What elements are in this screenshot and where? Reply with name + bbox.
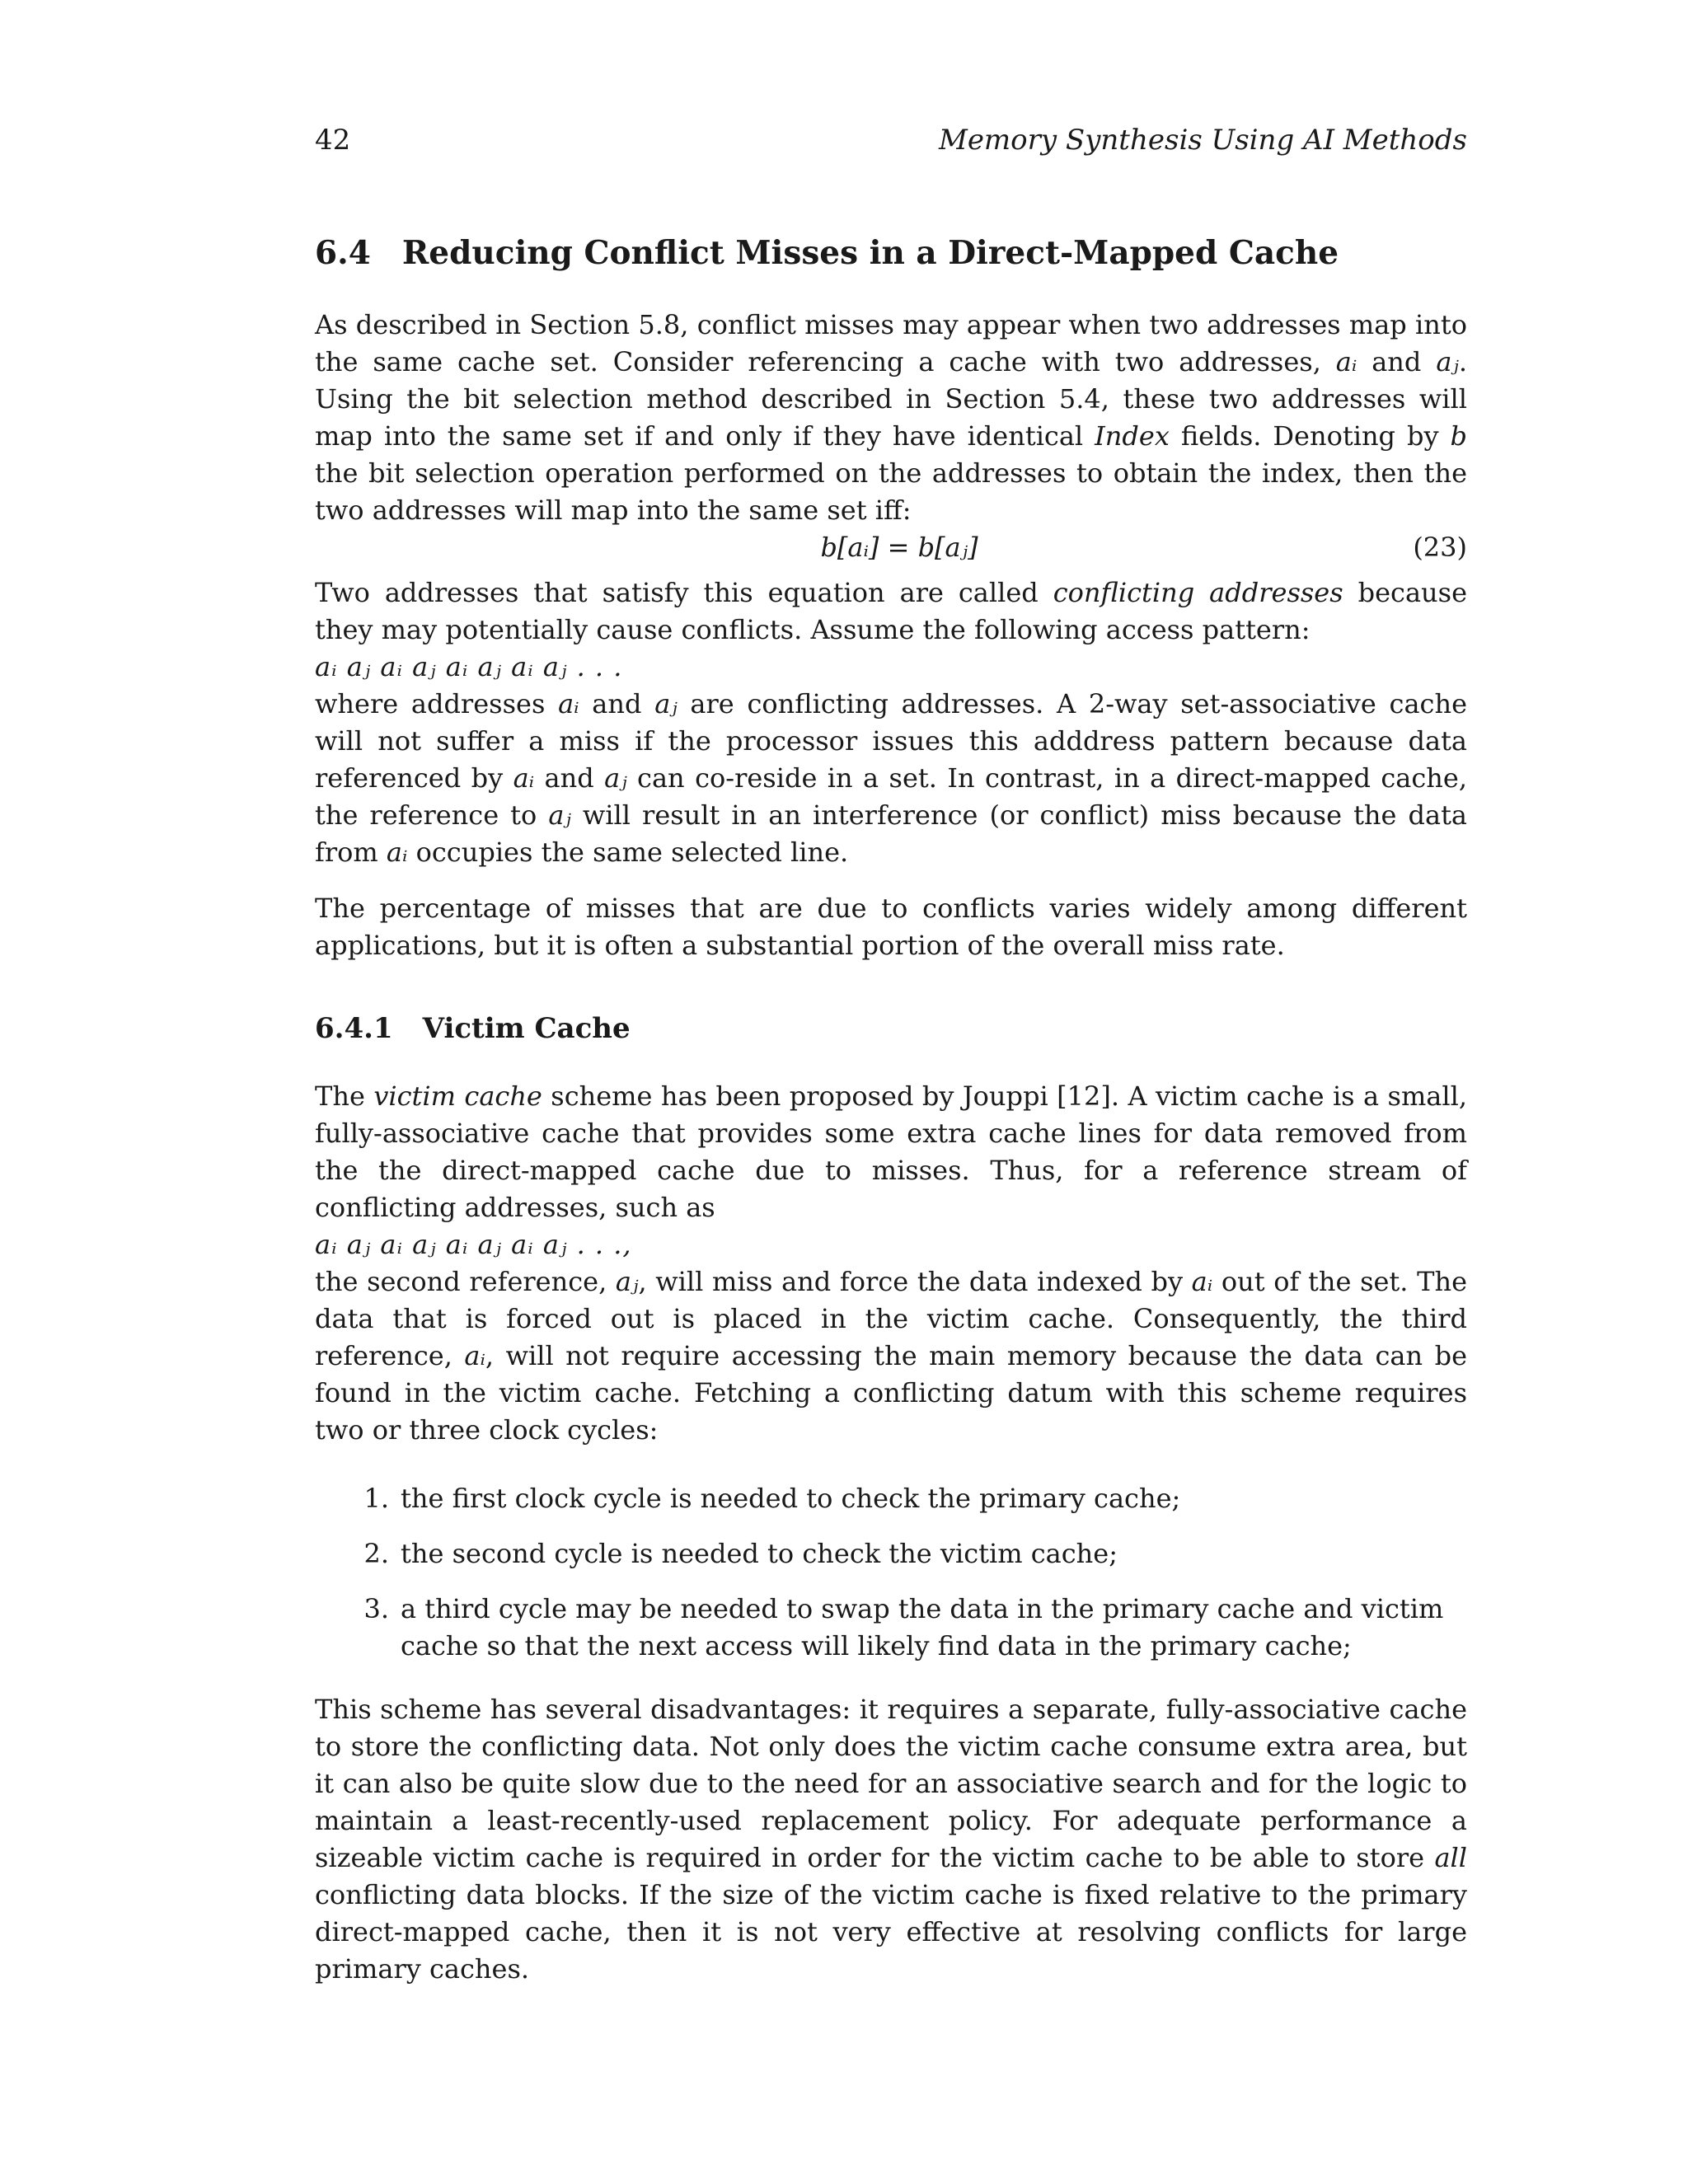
page [315,124,1467,1988]
page-number: 42 [315,124,351,157]
reference-stream: aᵢ aⱼ aᵢ aⱼ aᵢ aⱼ aᵢ aⱼ . . ., [315,1229,632,1260]
list-item: 1. the first clock cycle is needed to check the primary cache; [363,1483,1181,1514]
access-pattern: aᵢ aⱼ aᵢ aⱼ aᵢ aⱼ aᵢ aⱼ . . . [315,651,623,682]
subsection-heading [315,1012,1467,1045]
running-header [315,124,1467,170]
paragraph-miss-percentage: The percentage of misses that are due to conflicts varies widely among different applications, but it is often a substantial portion of the overall miss rate. [315,893,1467,961]
section-number: 6.4 [315,234,371,272]
paragraph-conflicting-addresses: Two addresses that satisfy this equation are called conflicting addresses because they may potentially cause conflicts. Assume the following access pattern: [315,577,1468,645]
paragraph-victim-cache-behavior: the second reference, aⱼ, will miss and force the data indexed by aᵢ out of the set. The data that is forced out is placed in the victim cache. Consequently, the third reference, aᵢ, will not require accessing the main memory because the data can be found in the victim cache. Fetching a conflicting datum with this scheme requires two or three clock cycles: [315,1266,1467,1446]
subsection-number: 6.4.1 [315,1012,393,1045]
list-item: 3. a third cycle may be needed to swap the data in the primary cache and victim cache so that the next access will likely find data in the primary cache; [363,1593,1444,1661]
equation-number: (23) [1413,532,1467,563]
section-title: Reducing Conflict Misses in a Direct-Mapped Cache [401,234,1339,272]
clock-cycle-list [315,1480,1467,1665]
equation-23 [315,529,1467,574]
section-heading [315,234,1467,272]
equation-body: b[aᵢ] = b[aⱼ] [820,532,978,563]
paragraph-victim-cache-intro: The victim cache scheme has been proposed by Jouppi [12]. A victim cache is a small, fully-associative cache that provides some extra cache lines for data removed from the the direct-mapped cache due to misses. Thus, for a reference stream of conflicting addresses, such as [315,1080,1468,1223]
paragraph-disadvantages: This scheme has several disadvantages: it requires a separate, fully-associative cache to store the conflicting data. Not only does the victim cache consume extra area, but it can also be quite slow due to the need for an associative search and for the logic to maintain a least-recently-used replacement policy. For adequate performance a sizeable victim cache is required in order for the victim cache to be able to store all conflicting data blocks. If the size of the victim cache is fixed relative to the primary direct-mapped cache, then it is not very effective at resolving conflicts for large primary caches. [315,1694,1467,1985]
list-item: 2. the second cycle is needed to check the victim cache; [363,1538,1118,1569]
running-title: Memory Synthesis Using AI Methods [939,124,1467,157]
paragraph-conflict-intro: As described in Section 5.8, conflict misses may appear when two addresses map into the same cache set. Consider referencing a cache with two addresses, aᵢ and aⱼ. Using the bit selection method described in Section 5.4, these two addresses will map into the same set if and only if they have identical Index fields. Denoting by b the bit selection operation performed on the addresses to obtain the index, then the two addresses will map into the same set iff: [315,309,1468,526]
paragraph-set-associative: where addresses aᵢ and aⱼ are conflicting addresses. A 2-way set-associative cache will not suffer a miss if the processor issues this adddress pattern because data referenced by aᵢ and aⱼ can co-reside in a set. In contrast, in a direct-mapped cache, the reference to aⱼ will result in an interference (or conflict) miss because the data from aᵢ occupies the same selected line. [315,688,1468,868]
subsection-title: Victim Cache [422,1012,631,1045]
